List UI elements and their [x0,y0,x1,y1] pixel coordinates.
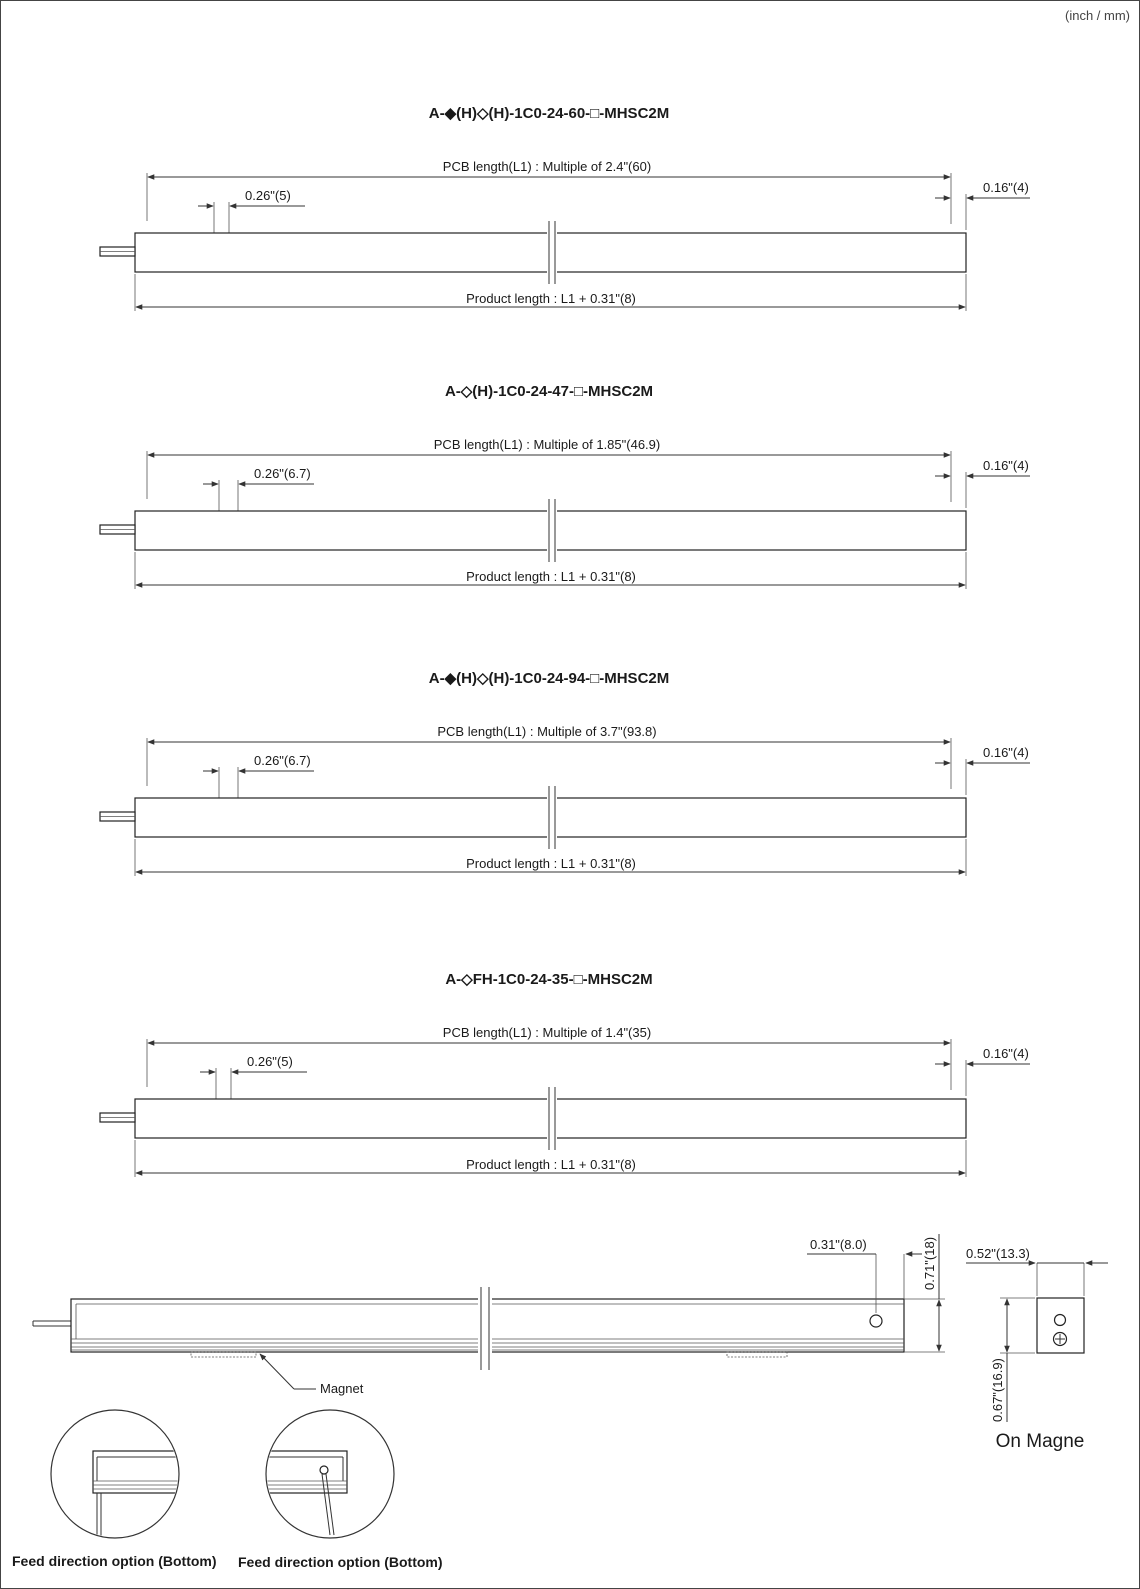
pcb-length-label: PCB length(L1) : Multiple of 3.7"(93.8) [437,724,657,739]
strip-title: A-◆(H)◇(H)-1C0-24-94-□-MHSC2M [428,670,670,687]
feed-option-2 [238,1410,443,1570]
strip-drawings [100,105,1030,1177]
profile-view [33,1234,945,1396]
product-length-label: Product length : L1 + 0.31"(8) [466,569,636,584]
end-view-height-label: 0.67"(16.9) [990,1358,1005,1422]
profile-height-label: 0.71"(18) [922,1236,937,1290]
offset-label: 0.26"(6.7) [254,753,311,768]
strip-title: A-◇FH-1C0-24-35-□-MHSC2M [445,971,653,988]
product-length-label: Product length : L1 + 0.31"(8) [466,1157,636,1172]
strip-title: A-◆(H)◇(H)-1C0-24-60-□-MHSC2M [428,105,670,122]
end-view-width-label: 0.52"(13.3) [966,1246,1030,1261]
end-margin-label: 0.16"(4) [983,1046,1029,1061]
magnet-right [727,1352,787,1357]
pcb-length-label: PCB length(L1) : Multiple of 1.85"(46.9) [433,437,661,452]
offset-label: 0.26"(5) [245,188,291,203]
strip-drawing-1 [100,105,1030,311]
pcb-length-label: PCB length(L1) : Multiple of 2.4"(60) [442,159,652,174]
pcb-length-label: PCB length(L1) : Multiple of 1.4"(35) [442,1025,652,1040]
mounting-hole [870,1315,882,1327]
magnet-label: Magnet [320,1381,364,1396]
end-margin-label: 0.16"(4) [983,745,1029,760]
product-length-label: Product length : L1 + 0.31"(8) [466,291,636,306]
end-view [966,1246,1108,1452]
strip-drawing-2 [100,383,1030,589]
offset-label: 0.26"(6.7) [254,466,311,481]
product-length-label: Product length : L1 + 0.31"(8) [466,856,636,871]
feed-option-1 [12,1410,217,1569]
end-margin-label: 0.16"(4) [983,180,1029,195]
feed-option-caption: Feed direction option (Bottom) [238,1554,443,1570]
offset-label: 0.26"(5) [247,1054,293,1069]
strip-drawing-3 [100,670,1030,876]
end-view-hole [1055,1315,1066,1326]
magnet-leader [260,1354,294,1389]
magnet-left [191,1352,256,1357]
hole-offset-label: 0.31"(8.0) [810,1237,867,1252]
end-margin-label: 0.16"(4) [983,458,1029,473]
units-label: (inch / mm) [1065,8,1130,23]
feed-option-caption: Feed direction option (Bottom) [12,1553,217,1569]
strip-drawing-4 [100,971,1030,1177]
strip-title: A-◇(H)-1C0-24-47-□-MHSC2M [444,383,654,400]
feed-hole [320,1466,328,1474]
end-view-caption: On Magne [995,1431,1085,1452]
